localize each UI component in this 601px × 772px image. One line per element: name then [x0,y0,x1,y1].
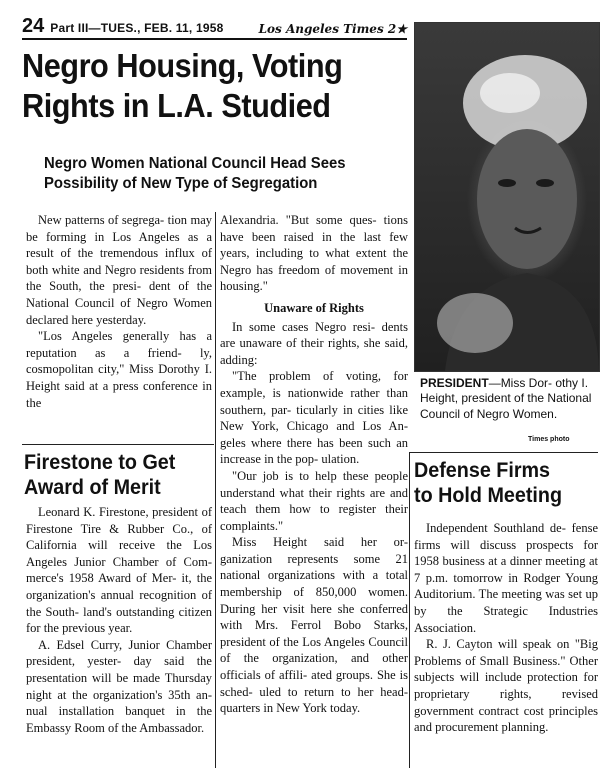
column-divider [215,212,216,768]
page-number: 24 [22,15,45,37]
main-story-paragraph: Miss Height said her or- ganization represents some 21 national organizations with a total membership of 850,000 women. During her visit here she conferred with Mrs. Ferrol Bobo Starks, president of the Los Angeles Council of the organization, and other officials of affili- ated groups. She is sched- uled to return to her head- quarters in New York today. [220,535,408,716]
masthead-left [22,16,223,36]
subheadline-line1: Negro Women National Council Head Sees [44,155,346,172]
defense-headline [414,458,589,508]
subheadline-line2: Possibility of New Type of Segregation [44,175,318,192]
main-headline [22,46,380,126]
masthead [22,14,407,40]
firestone-story-body [26,504,212,736]
firestone-paragraph: Leonard K. Firestone, president of Firestone Tire & Rubber Co., of California will receive the Los Angeles Junior Chamber of Com- merce's 1958 Award of Mer- it, the organization's annual recognition of the South- land's outstanding citizen for the previous year. [26,505,212,636]
main-story-paragraph: "Los Angeles generally has a reputation as a friend- ly, cosmopolitan city," Miss Dorothy I. Height said at a press conference in the [26,329,212,410]
defense-story-body [414,520,598,736]
defense-headline-line2: to Hold Meeting [414,484,563,507]
main-headline-line2: Rights in L.A. Studied [22,87,331,124]
portrait-photo [414,22,600,372]
caption-lead: PRESIDENT [420,376,489,390]
section-rule [22,444,214,445]
firestone-headline-line2: Award of Merit [24,476,161,499]
main-story-paragraph: "Our job is to help these people understand what their rights are and teach them how to register their complaints." [220,468,408,533]
photo-caption [420,376,596,422]
main-headline-line1: Negro Housing, Voting [22,47,343,84]
caption-text: —Miss Dor- othy I. Height, president of the National Council of Negro Women. [420,376,592,421]
main-story-paragraph: New patterns of segrega- tion may be forming in Los Angeles as a result of the tremendous influx of both white and Negro residents from the South, the presi- dent of the National Council of Negro Women declared here yesterday. [26,213,212,327]
defense-paragraph: R. J. Cayton will speak on "Big Problems of Small Business." Other subjects will include protection for proprietary rights, revised government contract cost principles and procurement planning. [414,637,598,735]
main-story-paragraph: In some cases Negro resi- dents are unaware of their rights, she said, adding: [220,319,408,367]
part-date: Part III—TUES., FEB. 11, 1958 [50,21,224,35]
main-story-column-2 [220,212,408,717]
paper-name: Los Angeles Times 2★ [258,22,407,36]
portrait-illustration [415,23,599,371]
firestone-paragraph: A. Edsel Curry, Junior Chamber president, yester- day said the presentation will be made Thursday night at the organization's 35th an- nual installation banquet in the Embassy Room of the Ambassador. [26,637,212,735]
main-story-paragraph: "The problem of voting, for example, is nationwide rather than southern, par- ticularly in cities like New York, Chicago and Los An- geles where there has been such an increase in the pop- ulation. [220,369,408,467]
unaware-of-rights-subhead: Unaware of Rights [264,300,364,315]
main-subheadline [44,154,380,194]
photo-credit: Times photo [528,436,570,443]
column-divider-right [409,452,410,768]
firestone-headline-line1: Firestone to Get [24,451,176,474]
main-story-column-1 [26,212,212,411]
section-rule-right [410,452,598,453]
defense-paragraph: Independent Southland de- fense firms will discuss prospects for 1958 business at a dinner meeting at 7 p.m. tomorrow in Rodger Young Auditorium. The meeting was set up by the Strategic Industries Association. [414,521,598,635]
main-story-paragraph: Alexandria. "But some ques- tions have been raised in the last few years, including to what extent the Negro has freedom of movement in housing." [220,213,408,294]
firestone-headline [24,450,204,500]
defense-headline-line1: Defense Firms [414,459,551,482]
